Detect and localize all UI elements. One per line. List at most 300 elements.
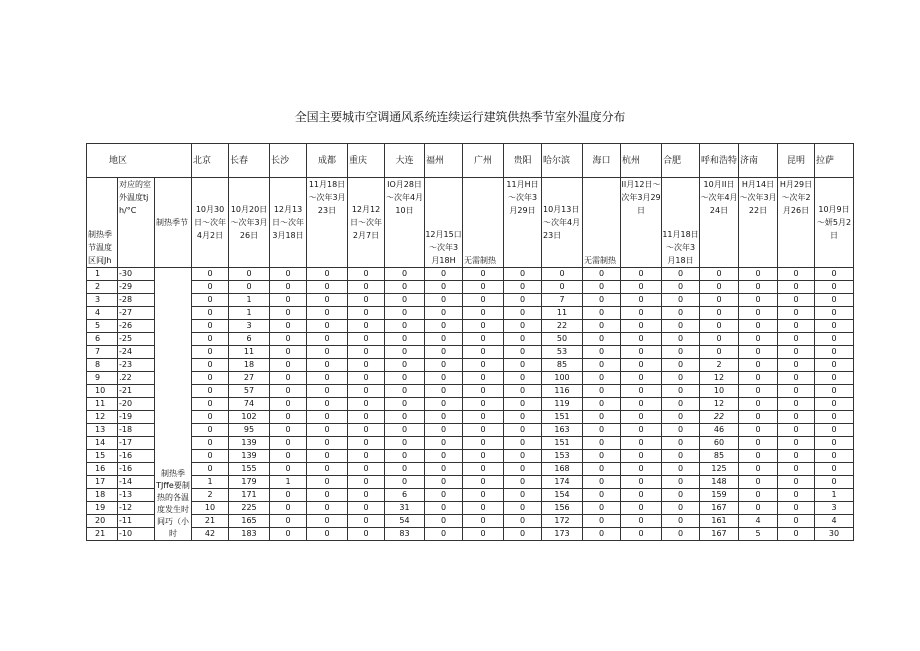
hours-value: 0 bbox=[348, 424, 385, 437]
temperature-distribution-table bbox=[86, 143, 854, 541]
hours-value: 0 bbox=[583, 268, 621, 281]
hours-value: 0 bbox=[425, 346, 463, 359]
hours-value: 60 bbox=[700, 437, 739, 450]
hours-value: 0 bbox=[739, 268, 778, 281]
hours-value: 0 bbox=[583, 528, 621, 541]
hours-value: 0 bbox=[425, 333, 463, 346]
hours-value: 0 bbox=[542, 268, 583, 281]
city-header: 重庆 bbox=[348, 144, 385, 178]
outdoor-temperature: -18 bbox=[118, 424, 155, 437]
hours-value: 0 bbox=[307, 307, 348, 320]
interval-index: 9 bbox=[87, 372, 118, 385]
hours-value: 0 bbox=[778, 489, 815, 502]
hours-value: 0 bbox=[739, 463, 778, 476]
hours-value: 0 bbox=[385, 450, 425, 463]
hours-value: 0 bbox=[504, 476, 542, 489]
hours-value: 0 bbox=[662, 268, 700, 281]
table-row bbox=[87, 528, 854, 541]
hours-value: 163 bbox=[542, 424, 583, 437]
hours-value: 1 bbox=[270, 476, 307, 489]
outdoor-temperature: -29 bbox=[118, 281, 155, 294]
interval-index: 1 bbox=[87, 268, 118, 281]
hours-value: 0 bbox=[583, 424, 621, 437]
outdoor-temperature: -23 bbox=[118, 359, 155, 372]
table-row bbox=[87, 359, 854, 372]
hours-value: 172 bbox=[542, 515, 583, 528]
hours-value: 31 bbox=[385, 502, 425, 515]
header-row-cities bbox=[87, 144, 854, 178]
hours-value: 0 bbox=[583, 320, 621, 333]
hours-value: 0 bbox=[662, 528, 700, 541]
hours-value: 0 bbox=[662, 320, 700, 333]
hours-value: 0 bbox=[270, 346, 307, 359]
city-header: 长沙 bbox=[270, 144, 307, 178]
hours-value: 0 bbox=[504, 333, 542, 346]
hours-value: 0 bbox=[385, 424, 425, 437]
hours-value: 0 bbox=[463, 320, 504, 333]
hours-value: 0 bbox=[348, 437, 385, 450]
heating-period: 10月30日～次年4月2日 bbox=[192, 178, 229, 268]
hours-value: 0 bbox=[463, 372, 504, 385]
hours-value: 0 bbox=[739, 424, 778, 437]
hours-value: 0 bbox=[463, 294, 504, 307]
hours-value: 171 bbox=[229, 489, 270, 502]
hours-value: 0 bbox=[385, 359, 425, 372]
hours-value: 0 bbox=[270, 411, 307, 424]
heating-period: II月12日～次年3月29日 bbox=[621, 178, 662, 268]
hours-value: 0 bbox=[307, 502, 348, 515]
hours-value: 3 bbox=[815, 502, 854, 515]
hours-value: 0 bbox=[307, 385, 348, 398]
table-row bbox=[87, 294, 854, 307]
hours-value: 0 bbox=[192, 385, 229, 398]
hours-value: 0 bbox=[739, 281, 778, 294]
hours-value: 0 bbox=[307, 450, 348, 463]
hours-value: 0 bbox=[504, 450, 542, 463]
hours-value: 0 bbox=[815, 463, 854, 476]
heating-period: 12月12日～次年2月7日 bbox=[348, 178, 385, 268]
hours-value: 225 bbox=[229, 502, 270, 515]
hours-value: 0 bbox=[270, 385, 307, 398]
hours-value: 22 bbox=[542, 320, 583, 333]
hours-value: 0 bbox=[583, 411, 621, 424]
hours-value: 6 bbox=[385, 489, 425, 502]
interval-index: 16 bbox=[87, 463, 118, 476]
interval-index: 14 bbox=[87, 437, 118, 450]
hours-value: 0 bbox=[425, 372, 463, 385]
hours-value: 0 bbox=[504, 528, 542, 541]
hours-value: 0 bbox=[270, 437, 307, 450]
hours-value: 0 bbox=[583, 489, 621, 502]
heating-period: IO月28日～次年4月10日 bbox=[385, 178, 425, 268]
outdoor-temperature: .22 bbox=[118, 372, 155, 385]
hours-value: 0 bbox=[385, 281, 425, 294]
table-row bbox=[87, 372, 854, 385]
hours-value: 0 bbox=[348, 320, 385, 333]
hours-value: 0 bbox=[583, 463, 621, 476]
hours-value: 156 bbox=[542, 502, 583, 515]
hours-value: 0 bbox=[739, 398, 778, 411]
hours-value: 0 bbox=[270, 333, 307, 346]
hours-value: 0 bbox=[425, 398, 463, 411]
hours-value: 0 bbox=[192, 424, 229, 437]
interval-index: 5 bbox=[87, 320, 118, 333]
hours-value: 0 bbox=[385, 385, 425, 398]
hours-value: 0 bbox=[621, 281, 662, 294]
hours-value: 0 bbox=[739, 294, 778, 307]
city-header: 呼和浩特 bbox=[700, 144, 739, 178]
city-header: 福州 bbox=[425, 144, 463, 178]
hours-value: 50 bbox=[542, 333, 583, 346]
hours-value: 0 bbox=[583, 281, 621, 294]
hours-value: 0 bbox=[778, 333, 815, 346]
hours-value: 0 bbox=[739, 411, 778, 424]
hours-value: 53 bbox=[542, 346, 583, 359]
hours-value: 0 bbox=[192, 294, 229, 307]
hours-value: 0 bbox=[192, 268, 229, 281]
hours-value: 0 bbox=[307, 476, 348, 489]
table-row bbox=[87, 333, 854, 346]
hours-value: 0 bbox=[348, 411, 385, 424]
hours-value: 0 bbox=[504, 268, 542, 281]
interval-index: 2 bbox=[87, 281, 118, 294]
interval-index: 15 bbox=[87, 450, 118, 463]
table-row bbox=[87, 320, 854, 333]
hours-value: 0 bbox=[192, 398, 229, 411]
hours-value: 0 bbox=[662, 424, 700, 437]
heating-period: 11月H日～次年3月29日 bbox=[504, 178, 542, 268]
hours-value: 0 bbox=[621, 307, 662, 320]
hours-value: 0 bbox=[463, 333, 504, 346]
hours-value: 0 bbox=[348, 294, 385, 307]
hours-value: 0 bbox=[662, 359, 700, 372]
heating-period: 10月20日～次年3月26日 bbox=[229, 178, 270, 268]
hours-value: 0 bbox=[425, 463, 463, 476]
hours-value: 0 bbox=[463, 437, 504, 450]
hours-value: 1 bbox=[815, 489, 854, 502]
outdoor-temperature: -28 bbox=[118, 294, 155, 307]
hours-value: 0 bbox=[270, 320, 307, 333]
hours-value: 0 bbox=[778, 385, 815, 398]
hours-value: 0 bbox=[307, 372, 348, 385]
hours-value: 42 bbox=[192, 528, 229, 541]
hours-value: 0 bbox=[463, 307, 504, 320]
hours-value: 183 bbox=[229, 528, 270, 541]
hours-value: 151 bbox=[542, 411, 583, 424]
outdoor-temperature: -21 bbox=[118, 385, 155, 398]
table-row bbox=[87, 502, 854, 515]
hours-value: 0 bbox=[815, 437, 854, 450]
table-row bbox=[87, 515, 854, 528]
interval-index: 11 bbox=[87, 398, 118, 411]
hours-value: 0 bbox=[425, 385, 463, 398]
hours-value: 0 bbox=[662, 333, 700, 346]
hours-value: 0 bbox=[815, 307, 854, 320]
hours-value: 0 bbox=[621, 502, 662, 515]
hours-value: 0 bbox=[425, 437, 463, 450]
hours-value: 0 bbox=[662, 450, 700, 463]
hours-value: 102 bbox=[229, 411, 270, 424]
hours-value: 0 bbox=[463, 424, 504, 437]
heating-period: 10月13日～次年4月23日 bbox=[542, 178, 583, 268]
hours-value: 0 bbox=[504, 411, 542, 424]
hours-value: 0 bbox=[662, 437, 700, 450]
hours-value: 0 bbox=[192, 450, 229, 463]
hours-value: 0 bbox=[739, 372, 778, 385]
hours-value: 0 bbox=[270, 424, 307, 437]
heating-period: 12月13日～次年3月18日 bbox=[270, 178, 307, 268]
outdoor-temperature: -20 bbox=[118, 398, 155, 411]
hours-value: 0 bbox=[425, 281, 463, 294]
hours-value: 0 bbox=[621, 320, 662, 333]
hours-value: 0 bbox=[385, 307, 425, 320]
hours-value: 0 bbox=[662, 294, 700, 307]
outdoor-temperature: -14 bbox=[118, 476, 155, 489]
hours-value: 0 bbox=[542, 281, 583, 294]
outdoor-temperature: -16 bbox=[118, 463, 155, 476]
hours-value: 0 bbox=[700, 320, 739, 333]
hours-value: 0 bbox=[700, 268, 739, 281]
hours-value: 0 bbox=[385, 346, 425, 359]
hours-value: 174 bbox=[542, 476, 583, 489]
hours-value: 0 bbox=[778, 411, 815, 424]
hours-value: 0 bbox=[463, 281, 504, 294]
hours-value: 0 bbox=[583, 372, 621, 385]
hours-value: 0 bbox=[348, 307, 385, 320]
hours-value: 0 bbox=[425, 489, 463, 502]
hours-value: 0 bbox=[662, 372, 700, 385]
hours-value: 0 bbox=[662, 385, 700, 398]
interval-index: 13 bbox=[87, 424, 118, 437]
hours-value: 0 bbox=[739, 450, 778, 463]
hours-value: 0 bbox=[307, 424, 348, 437]
hours-value: 0 bbox=[270, 281, 307, 294]
hours-value: 74 bbox=[229, 398, 270, 411]
city-header: 广州 bbox=[463, 144, 504, 178]
hours-value: 0 bbox=[385, 411, 425, 424]
heating-period: 无需制热 bbox=[463, 178, 504, 268]
hours-value: 0 bbox=[463, 476, 504, 489]
hours-value: 0 bbox=[229, 281, 270, 294]
hours-value: 0 bbox=[348, 346, 385, 359]
city-header: 昆明 bbox=[778, 144, 815, 178]
hours-value: 0 bbox=[621, 359, 662, 372]
hours-value: 0 bbox=[815, 476, 854, 489]
hours-value: 0 bbox=[583, 294, 621, 307]
hours-value: 0 bbox=[621, 294, 662, 307]
hours-value: 0 bbox=[307, 320, 348, 333]
hours-value: 0 bbox=[621, 385, 662, 398]
hours-value: 179 bbox=[229, 476, 270, 489]
outdoor-temperature: -26 bbox=[118, 320, 155, 333]
table-row bbox=[87, 424, 854, 437]
table-row bbox=[87, 268, 854, 281]
city-header: 北京 bbox=[192, 144, 229, 178]
hours-value: 0 bbox=[385, 437, 425, 450]
hours-value: 30 bbox=[815, 528, 854, 541]
interval-column-label: 制热季节温度区间Jh bbox=[87, 178, 118, 268]
hours-value: 21 bbox=[192, 515, 229, 528]
hours-value: 0 bbox=[815, 398, 854, 411]
hours-value: 119 bbox=[542, 398, 583, 411]
hours-value: 0 bbox=[815, 385, 854, 398]
city-header: 哈尔滨 bbox=[542, 144, 583, 178]
hours-value: 0 bbox=[739, 307, 778, 320]
outdoor-temperature: -12 bbox=[118, 502, 155, 515]
hours-value: 1 bbox=[229, 307, 270, 320]
hours-value: 0 bbox=[700, 281, 739, 294]
hours-value: 0 bbox=[270, 268, 307, 281]
hours-value: 0 bbox=[463, 359, 504, 372]
hours-value: 0 bbox=[348, 359, 385, 372]
hours-value: 0 bbox=[815, 372, 854, 385]
hours-value: 0 bbox=[504, 294, 542, 307]
hours-value: 0 bbox=[270, 372, 307, 385]
hours-value: 0 bbox=[700, 346, 739, 359]
hours-value: 0 bbox=[778, 281, 815, 294]
heating-period: 11月18日～次年3月18日 bbox=[662, 178, 700, 268]
table-row bbox=[87, 281, 854, 294]
interval-index: 19 bbox=[87, 502, 118, 515]
hours-value: 0 bbox=[425, 424, 463, 437]
hours-value: 0 bbox=[700, 294, 739, 307]
outdoor-temperature: -17 bbox=[118, 437, 155, 450]
hours-value: 0 bbox=[662, 398, 700, 411]
outdoor-temperature: -10 bbox=[118, 528, 155, 541]
hours-value: 0 bbox=[348, 268, 385, 281]
hours-value: 0 bbox=[307, 463, 348, 476]
area-label: 地区 bbox=[87, 144, 192, 178]
hours-value: 18 bbox=[229, 359, 270, 372]
hours-value: 0 bbox=[270, 528, 307, 541]
hours-value: 0 bbox=[425, 476, 463, 489]
outdoor-temperature: -24 bbox=[118, 346, 155, 359]
city-header: 成都 bbox=[307, 144, 348, 178]
hours-value: 0 bbox=[621, 437, 662, 450]
hours-value: 0 bbox=[504, 398, 542, 411]
city-header: 大连 bbox=[385, 144, 425, 178]
hours-value: 0 bbox=[778, 528, 815, 541]
hours-value: 0 bbox=[621, 333, 662, 346]
hours-value: 0 bbox=[385, 476, 425, 489]
hours-value: 151 bbox=[542, 437, 583, 450]
table-row bbox=[87, 437, 854, 450]
interval-index: 8 bbox=[87, 359, 118, 372]
heating-period: 10月9日～妍5月2日 bbox=[815, 178, 854, 268]
table-row bbox=[87, 398, 854, 411]
hours-value: 0 bbox=[192, 281, 229, 294]
hours-value: 0 bbox=[778, 515, 815, 528]
hours-value: 54 bbox=[385, 515, 425, 528]
hours-value: 0 bbox=[583, 333, 621, 346]
hours-value: 0 bbox=[463, 398, 504, 411]
hours-value: 0 bbox=[307, 359, 348, 372]
city-header: 海口 bbox=[583, 144, 621, 178]
hours-value: 0 bbox=[504, 307, 542, 320]
hours-value: 0 bbox=[778, 437, 815, 450]
hours-value: 0 bbox=[192, 333, 229, 346]
hours-value: 0 bbox=[307, 515, 348, 528]
hours-value: 1 bbox=[192, 476, 229, 489]
hours-value: 0 bbox=[463, 450, 504, 463]
heating-period: 无需制热 bbox=[583, 178, 621, 268]
hours-value: 0 bbox=[385, 398, 425, 411]
season-note: 制热季TJffe要制热的各温度发生时间巧（小时 bbox=[155, 268, 192, 541]
hours-value: 27 bbox=[229, 372, 270, 385]
hours-value: 116 bbox=[542, 385, 583, 398]
hours-value: 0 bbox=[778, 450, 815, 463]
hours-value: 0 bbox=[621, 424, 662, 437]
hours-value: 0 bbox=[815, 411, 854, 424]
hours-value: 0 bbox=[192, 359, 229, 372]
hours-value: 0 bbox=[307, 489, 348, 502]
hours-value: 0 bbox=[778, 294, 815, 307]
hours-value: 0 bbox=[583, 346, 621, 359]
hours-value: 0 bbox=[463, 515, 504, 528]
hours-value: 0 bbox=[504, 437, 542, 450]
hours-value: 0 bbox=[192, 320, 229, 333]
hours-value: 0 bbox=[815, 424, 854, 437]
interval-index: 18 bbox=[87, 489, 118, 502]
hours-value: 0 bbox=[270, 450, 307, 463]
table-row bbox=[87, 463, 854, 476]
hours-value: 0 bbox=[662, 411, 700, 424]
outdoor-temperature: -16 bbox=[118, 450, 155, 463]
heating-period: 12月15口～次年3月18H bbox=[425, 178, 463, 268]
hours-value: 10 bbox=[192, 502, 229, 515]
hours-value: 153 bbox=[542, 450, 583, 463]
hours-value: 0 bbox=[425, 307, 463, 320]
hours-value: 0 bbox=[583, 359, 621, 372]
hours-value: 0 bbox=[583, 437, 621, 450]
hours-value: 0 bbox=[662, 307, 700, 320]
city-header: 长春 bbox=[229, 144, 270, 178]
hours-value: 0 bbox=[739, 385, 778, 398]
hours-value: 0 bbox=[583, 476, 621, 489]
hours-value: 0 bbox=[385, 372, 425, 385]
hours-value: 0 bbox=[778, 346, 815, 359]
hours-value: 0 bbox=[504, 463, 542, 476]
hours-value: 148 bbox=[700, 476, 739, 489]
hours-value: 165 bbox=[229, 515, 270, 528]
hours-value: 0 bbox=[778, 463, 815, 476]
hours-value: 0 bbox=[463, 489, 504, 502]
hours-value: 0 bbox=[621, 346, 662, 359]
season-column-label: 制热季节 bbox=[155, 178, 192, 268]
hours-value: 0 bbox=[192, 463, 229, 476]
outdoor-temperature: -30 bbox=[118, 268, 155, 281]
hours-value: 0 bbox=[192, 437, 229, 450]
hours-value: 0 bbox=[621, 528, 662, 541]
hours-value: 0 bbox=[778, 268, 815, 281]
hours-value: 0 bbox=[307, 268, 348, 281]
hours-value: 0 bbox=[583, 385, 621, 398]
hours-value: 0 bbox=[307, 294, 348, 307]
hours-value: 0 bbox=[739, 502, 778, 515]
heating-period: H月14日～次年3月22日 bbox=[739, 178, 778, 268]
hours-value: 0 bbox=[348, 281, 385, 294]
hours-value: 2 bbox=[700, 359, 739, 372]
hours-value: 0 bbox=[504, 281, 542, 294]
hours-value: 0 bbox=[739, 320, 778, 333]
hours-value: 0 bbox=[425, 320, 463, 333]
table-row bbox=[87, 411, 854, 424]
hours-value: 0 bbox=[348, 398, 385, 411]
hours-value: 0 bbox=[348, 333, 385, 346]
hours-value: 0 bbox=[348, 450, 385, 463]
hours-value: 0 bbox=[385, 333, 425, 346]
hours-value: 0 bbox=[815, 359, 854, 372]
